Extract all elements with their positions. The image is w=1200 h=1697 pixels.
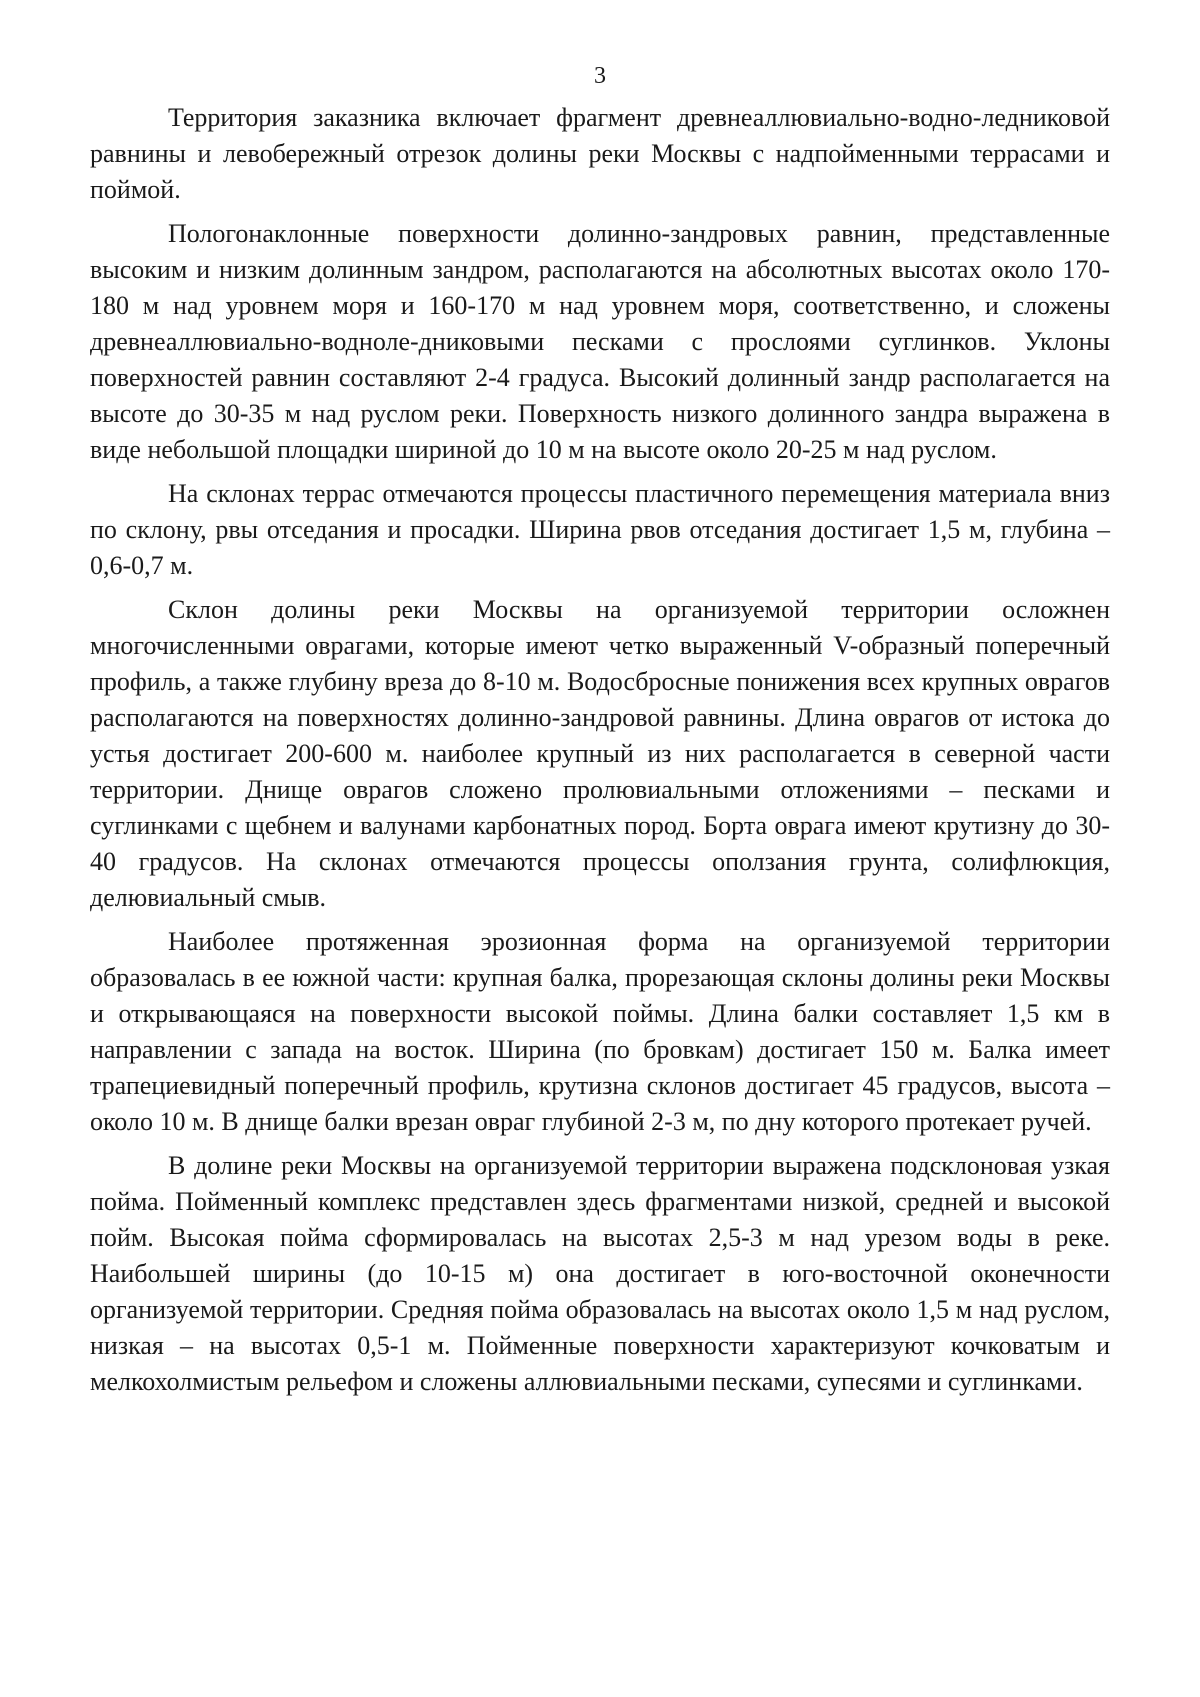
page-number: 3 — [594, 63, 606, 89]
paragraph-plain-surfaces: Пологонаклонные поверхности долинно-зандровых равнин, представленные высоким и низким долинным зандром, располагаются на абсолютных высотах около 170-180 м над уровнем моря и 160-170 м над уровнем моря, соответственно, и сложены древнеаллювиально-водноле-дниковыми песками с прослоями суглинков. Уклоны поверхностей равнин составляют 2-4 градуса. Высокий долинный зандр располагается на высоте до 30-35 м над руслом реки. Поверхность низкого долинного зандра выражена в виде небольшой площадки шириной до 10 м на высоте около 20-25 м над руслом. — [90, 219, 1110, 464]
paragraph-territory: Территория заказника включает фрагмент древнеаллювиально-водно-ледниковой равнины и левобережный отрезок долины реки Москвы с надпойменными террасами и поймой. — [90, 103, 1110, 204]
document-body — [90, 100, 1110, 1408]
paragraph-ravines: Склон долины реки Москвы на организуемой территории осложнен многочисленными оврагами, которые имеют четко выраженный V-образный поперечный профиль, а также глубину вреза до 8-10 м. Водосбросные понижения всех крупных оврагов располагаются на поверхностях долинно-зандровой равнины. Длина оврагов от истока до устья достигает 200-600 м. наиболее крупный из них располагается в северной части территории. Днище оврагов сложено пролювиальными отложениями – песками и суглинками с щебнем и валунами карбонатных пород. Борта оврага имеют крутизну до 30-40 градусов. На склонах отмечаются процессы оползания грунта, солифлюкция, делювиальный смыв. — [90, 595, 1110, 912]
paragraph-terrace-slopes: На склонах террас отмечаются процессы пластичного перемещения материала вниз по склону, рвы отседания и просадки. Ширина рвов отседания достигает 1,5 м, глубина – 0,6-0,7 м. — [90, 479, 1110, 580]
paragraph-gully: Наиболее протяженная эрозионная форма на организуемой территории образовалась в ее южной части: крупная балка, прорезающая склоны долины реки Москвы и открывающаяся на поверхности высокой поймы. Длина балки составляет 1,5 км в направлении с запада на восток. Ширина (по бровкам) достигает 150 м. Балка имеет трапециевидный поперечный профиль, крутизна склонов достигает 45 градусов, высота – около 10 м. В днище балки врезан овраг глубиной 2-3 м, по дну которого протекает ручей. — [90, 927, 1110, 1136]
paragraph-floodplain: В долине реки Москвы на организуемой территории выражена подсклоновая узкая пойма. Пойменный комплекс представлен здесь фрагментами низкой, средней и высокой пойм. Высокая пойма сформировалась на высотах 2,5-3 м над урезом воды в реке. Наибольшей ширины (до 10-15 м) она достигает в юго-восточной оконечности организуемой территории. Средняя пойма образовалась на высотах около 1,5 м над руслом, низкая – на высотах 0,5-1 м. Пойменные поверхности характеризуют кочковатым и мелкохолмистым рельефом и сложены аллювиальными песками, супесями и суглинками. — [90, 1151, 1110, 1396]
